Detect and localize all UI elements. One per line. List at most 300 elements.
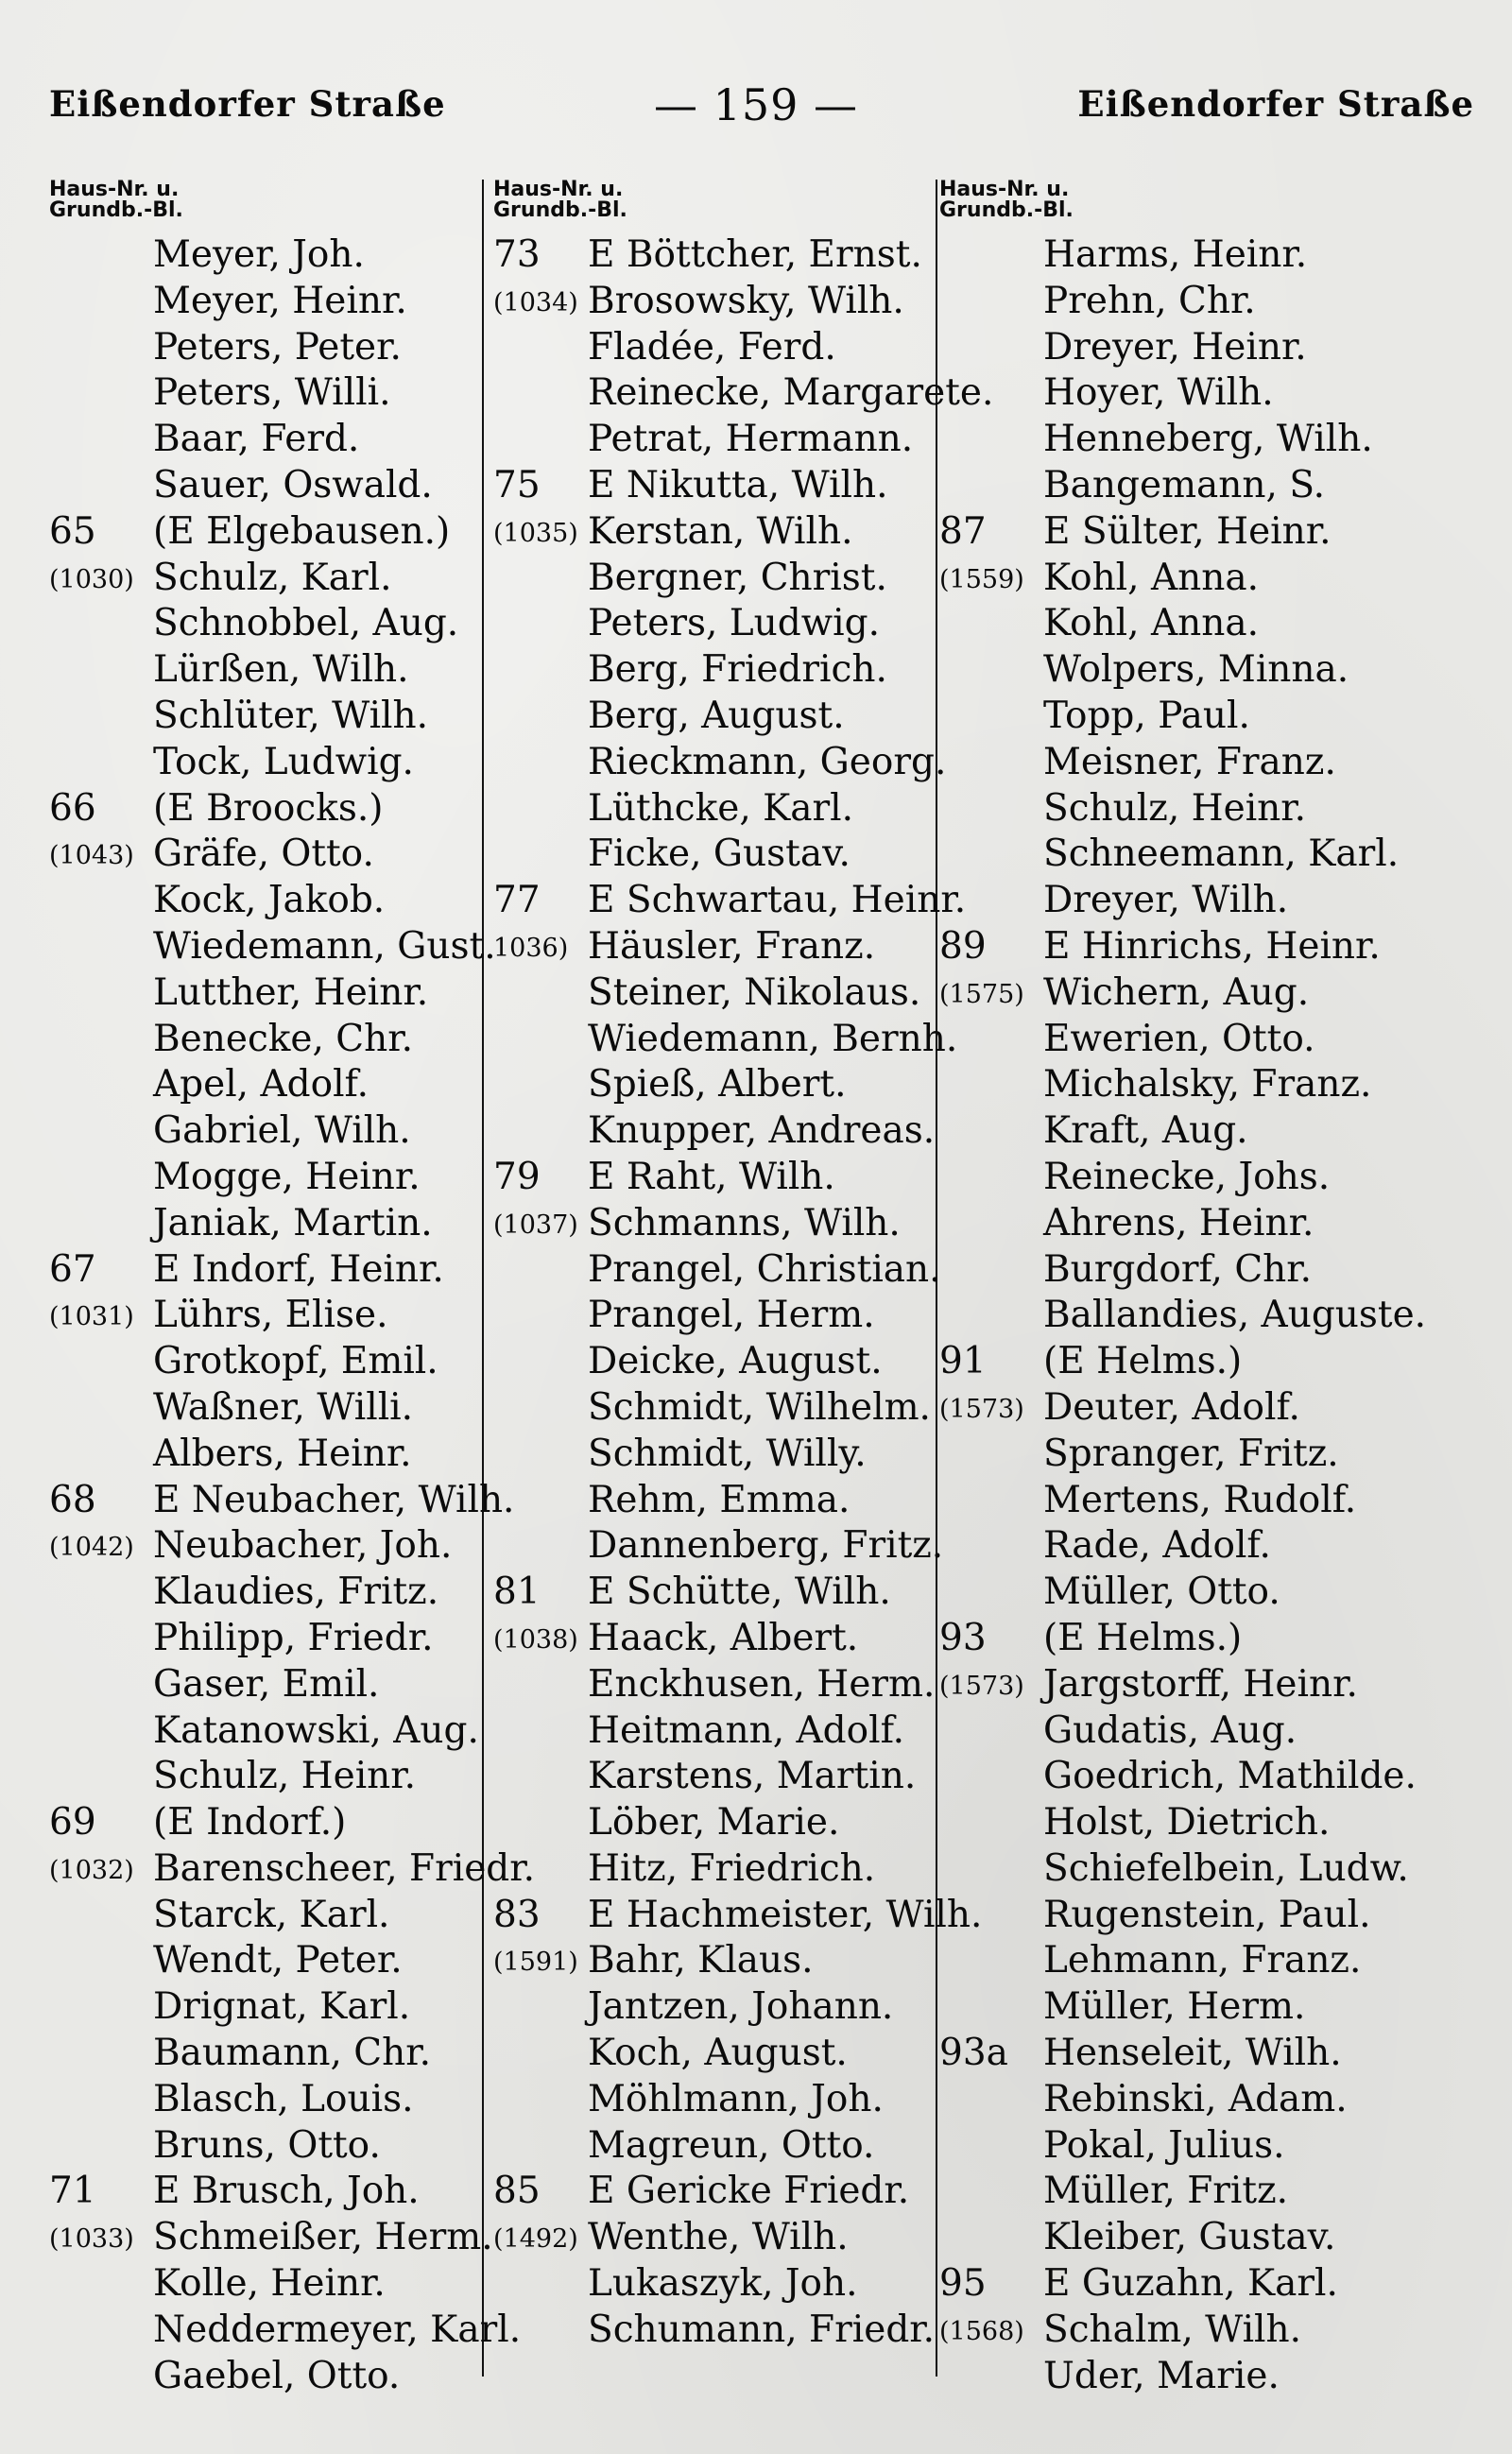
resident-name: Enckhusen, Herm. bbox=[588, 1662, 936, 1706]
resident-name: Schmidt, Willy. bbox=[588, 1432, 867, 1475]
resident-name: Schnobbel, Aug. bbox=[153, 602, 459, 645]
list-item bbox=[939, 2031, 1469, 2077]
resident-name: Spranger, Fritz. bbox=[1043, 1432, 1339, 1475]
resident-name: Rehm, Emma. bbox=[588, 1478, 850, 1521]
list-item bbox=[939, 740, 1469, 786]
resident-name: Deicke, August. bbox=[588, 1340, 883, 1383]
column-heading bbox=[493, 180, 947, 232]
list-item bbox=[493, 1108, 947, 1155]
resident-name: Peters, Peter. bbox=[153, 325, 402, 369]
list-item bbox=[49, 417, 479, 463]
resident-name: Ballandies, Auguste. bbox=[1043, 1294, 1427, 1337]
resident-name: Ewerien, Otto. bbox=[1043, 1017, 1315, 1060]
resident-name: Ahrens, Heinr. bbox=[1043, 1201, 1314, 1244]
resident-name: Schulz, Heinr. bbox=[153, 1755, 417, 1798]
house-number: 81 bbox=[493, 1570, 541, 1614]
list-item bbox=[49, 2261, 479, 2308]
resident-name: Schmidt, Wilhelm. bbox=[588, 1385, 931, 1429]
list-item bbox=[939, 509, 1469, 556]
list-item bbox=[49, 2031, 479, 2077]
resident-name: Peters, Willi. bbox=[153, 371, 391, 415]
house-number: (1038) bbox=[493, 1624, 578, 1655]
column-heading bbox=[939, 180, 1469, 232]
resident-name: Heitmann, Adolf. bbox=[588, 1708, 905, 1752]
list-item bbox=[939, 601, 1469, 647]
resident-name: Ficke, Gustav. bbox=[588, 832, 850, 876]
resident-name: Burgdorf, Chr. bbox=[1043, 1247, 1313, 1291]
house-number: (1033) bbox=[49, 2224, 134, 2255]
list-item bbox=[49, 1108, 479, 1155]
list-item bbox=[49, 2215, 493, 2261]
resident-name: E Schütte, Wilh. bbox=[588, 1570, 891, 1614]
house-number: 87 bbox=[939, 509, 987, 553]
list-item bbox=[939, 1247, 1469, 1294]
list-item bbox=[939, 1339, 1469, 1385]
list-item bbox=[939, 325, 1469, 371]
list-item bbox=[939, 1155, 1469, 1201]
list-item bbox=[939, 370, 1469, 417]
resident-name: E Hinrichs, Heinr. bbox=[1043, 924, 1381, 968]
list-item bbox=[939, 1108, 1469, 1155]
list-item bbox=[939, 2123, 1469, 2170]
resident-name: Philipp, Friedr. bbox=[153, 1616, 434, 1659]
list-item bbox=[493, 1293, 947, 1339]
resident-name: Schumann, Friedr. bbox=[588, 2308, 936, 2351]
list-item bbox=[49, 1201, 479, 1247]
list-item bbox=[493, 370, 994, 417]
list-item bbox=[939, 1754, 1469, 1800]
list-item bbox=[939, 1662, 1469, 1708]
resident-name: Jantzen, Johann. bbox=[588, 1985, 894, 2029]
list-item bbox=[49, 1800, 479, 1846]
resident-name: E Nikutta, Wilh. bbox=[588, 463, 888, 506]
resident-name: Apel, Adolf. bbox=[153, 1063, 369, 1107]
list-item bbox=[49, 1662, 479, 1708]
list-item bbox=[493, 556, 947, 602]
house-number: 68 bbox=[49, 1478, 96, 1521]
resident-name: Drignat, Karl. bbox=[153, 1985, 411, 2029]
resident-name: Spieß, Albert. bbox=[588, 1063, 847, 1107]
list-item bbox=[939, 694, 1469, 740]
resident-name: Henneberg, Wilh. bbox=[1043, 418, 1373, 461]
list-item bbox=[493, 1754, 947, 1800]
resident-name: E Brusch, Joh. bbox=[153, 2170, 420, 2213]
resident-name: (E Helms.) bbox=[1043, 1340, 1243, 1383]
list-item bbox=[493, 2169, 947, 2215]
house-number: 75 bbox=[493, 463, 541, 506]
resident-name: Schiefelbein, Ludw. bbox=[1043, 1846, 1409, 1890]
resident-name: Grotkopf, Emil. bbox=[153, 1340, 438, 1383]
resident-name: Rieckmann, Georg. bbox=[588, 740, 947, 783]
list-item bbox=[49, 2169, 479, 2215]
resident-name: (E Elgebausen.) bbox=[153, 509, 451, 553]
resident-name: Müller, Otto. bbox=[1043, 1570, 1280, 1614]
resident-name: Baumann, Chr. bbox=[153, 2032, 432, 2075]
resident-name: Koch, August. bbox=[588, 2032, 848, 2075]
resident-name: Prehn, Chr. bbox=[1043, 279, 1256, 322]
house-number: (1035) bbox=[493, 518, 578, 548]
list-item bbox=[49, 832, 479, 878]
running-header-right: Eißendorfer Straße bbox=[1077, 83, 1474, 125]
list-item bbox=[49, 1570, 479, 1616]
list-item bbox=[493, 232, 947, 279]
resident-name: Steiner, Nikolaus. bbox=[588, 970, 921, 1014]
list-item bbox=[939, 279, 1469, 325]
list-item bbox=[939, 2261, 1469, 2308]
resident-name: Gudatis, Aug. bbox=[1043, 1708, 1297, 1752]
resident-name: Dreyer, Wilh. bbox=[1043, 879, 1289, 922]
resident-name: Peters, Ludwig. bbox=[588, 602, 880, 645]
resident-name: Gräfe, Otto. bbox=[153, 832, 374, 876]
column-3 bbox=[939, 178, 1469, 2397]
resident-name: Neubacher, Joh. bbox=[153, 1524, 453, 1568]
list-item bbox=[49, 924, 496, 970]
house-number: 66 bbox=[49, 786, 96, 830]
resident-name: Fladée, Ferd. bbox=[588, 325, 836, 369]
list-item bbox=[49, 370, 479, 417]
resident-name: Wiedemann, Bernh. bbox=[588, 1017, 958, 1060]
column-heading-line: Grundb.-Bl. bbox=[49, 198, 183, 222]
resident-name: Lukaszyk, Joh. bbox=[588, 2262, 858, 2306]
list-item bbox=[493, 279, 947, 325]
resident-name: Kohl, Anna. bbox=[1043, 556, 1260, 599]
resident-name: Bruns, Otto. bbox=[153, 2123, 381, 2167]
resident-name: Kraft, Aug. bbox=[1043, 1109, 1248, 1153]
resident-name: (E Broocks.) bbox=[153, 786, 384, 830]
list-item bbox=[49, 279, 479, 325]
house-number: 83 bbox=[493, 1893, 541, 1936]
resident-name: Kolle, Heinr. bbox=[153, 2262, 386, 2306]
list-item bbox=[49, 1984, 479, 2031]
list-item bbox=[49, 647, 479, 694]
list-item bbox=[49, 509, 479, 556]
house-number: 95 bbox=[939, 2262, 987, 2306]
list-item bbox=[939, 1846, 1469, 1893]
list-item bbox=[939, 556, 1469, 602]
list-item bbox=[49, 1293, 479, 1339]
list-item bbox=[493, 2261, 947, 2308]
list-item bbox=[49, 694, 479, 740]
resident-name: Schneemann, Karl. bbox=[1043, 832, 1400, 876]
resident-name: Magreun, Otto. bbox=[588, 2123, 875, 2167]
resident-name: Rebinski, Adam. bbox=[1043, 2077, 1348, 2120]
list-item bbox=[493, 647, 947, 694]
house-number: (1037) bbox=[493, 1210, 578, 1240]
resident-name: Reinecke, Johs. bbox=[1043, 1155, 1331, 1198]
resident-name: Hoyer, Wilh. bbox=[1043, 371, 1274, 415]
resident-name: Sauer, Oswald. bbox=[153, 463, 433, 506]
resident-name: E Sülter, Heinr. bbox=[1043, 509, 1332, 553]
list-item bbox=[493, 1708, 947, 1755]
list-item bbox=[49, 878, 479, 924]
resident-name: Wolpers, Minna. bbox=[1043, 648, 1349, 692]
resident-name: Katanowski, Aug. bbox=[153, 1708, 479, 1752]
list-item bbox=[49, 1155, 479, 1201]
list-item bbox=[939, 2169, 1469, 2215]
resident-name: Lürßen, Wilh. bbox=[153, 648, 409, 692]
list-item bbox=[939, 1984, 1469, 2031]
list-item bbox=[939, 970, 1469, 1017]
resident-name: Berg, Friedrich. bbox=[588, 648, 887, 692]
house-number: (1034) bbox=[493, 287, 578, 317]
house-number: 67 bbox=[49, 1247, 96, 1291]
list-item bbox=[939, 1432, 1469, 1478]
column-divider bbox=[482, 180, 484, 2377]
house-number: (1575) bbox=[939, 979, 1024, 1009]
list-item bbox=[939, 1893, 1469, 1939]
resident-name: Meyer, Joh. bbox=[153, 233, 365, 276]
resident-name: Klaudies, Fritz. bbox=[153, 1570, 439, 1614]
column-heading-line: Haus-Nr. u. bbox=[49, 178, 180, 201]
resident-name: Bangemann, S. bbox=[1043, 463, 1326, 506]
house-number: (1032) bbox=[49, 1855, 134, 1885]
resident-name: Waßner, Willi. bbox=[153, 1385, 414, 1429]
house-number: (1559) bbox=[939, 564, 1024, 594]
resident-name: Wichern, Aug. bbox=[1043, 970, 1310, 1014]
resident-name: Barenscheer, Friedr. bbox=[153, 1846, 536, 1890]
house-number: (1573) bbox=[939, 1671, 1024, 1701]
list-item bbox=[493, 2123, 947, 2170]
resident-name: Knupper, Andreas. bbox=[588, 1109, 936, 1153]
resident-name: Wenthe, Wilh. bbox=[588, 2216, 849, 2259]
list-item bbox=[493, 2031, 947, 2077]
resident-name: Gaebel, Otto. bbox=[153, 2354, 401, 2397]
house-number: (1042) bbox=[49, 1533, 134, 1563]
resident-name: Tock, Ludwig. bbox=[153, 740, 414, 783]
house-number: (1591) bbox=[493, 1948, 578, 1978]
house-number: (1030) bbox=[49, 564, 134, 594]
resident-name: Goedrich, Mathilde. bbox=[1043, 1755, 1417, 1798]
resident-name: Schmanns, Wilh. bbox=[588, 1201, 901, 1244]
house-number: 89 bbox=[939, 924, 987, 968]
list-item bbox=[493, 1893, 983, 1939]
list-item bbox=[49, 556, 479, 602]
house-number: 93a bbox=[939, 2032, 1008, 2075]
resident-name: Dreyer, Heinr. bbox=[1043, 325, 1307, 369]
resident-name: Mogge, Heinr. bbox=[153, 1155, 421, 1198]
list-item bbox=[493, 463, 947, 509]
house-number: (1031) bbox=[49, 1302, 134, 1332]
list-item bbox=[493, 1938, 947, 1984]
entry-list bbox=[939, 232, 1469, 2399]
resident-name: Blasch, Louis. bbox=[153, 2077, 414, 2120]
house-number: 93 bbox=[939, 1616, 987, 1659]
resident-name: E Neubacher, Wilh. bbox=[153, 1478, 515, 1521]
list-item bbox=[493, 1662, 947, 1708]
house-number: 85 bbox=[493, 2170, 541, 2213]
list-item bbox=[49, 970, 479, 1017]
resident-name: Reinecke, Margarete. bbox=[588, 371, 994, 415]
resident-name: Schalm, Wilh. bbox=[1043, 2308, 1302, 2351]
column-heading-line: Haus-Nr. u. bbox=[939, 178, 1070, 201]
list-item bbox=[49, 601, 479, 647]
resident-name: Wendt, Peter. bbox=[153, 1939, 403, 1982]
resident-name: Schulz, Karl. bbox=[153, 556, 392, 599]
house-number: 65 bbox=[49, 509, 96, 553]
resident-name: E Hachmeister, Wilh. bbox=[588, 1893, 983, 1936]
resident-name: Löber, Marie. bbox=[588, 1801, 840, 1845]
resident-name: Häusler, Franz. bbox=[588, 924, 876, 968]
list-item bbox=[493, 694, 947, 740]
list-item bbox=[49, 463, 479, 509]
column-heading-line: Haus-Nr. u. bbox=[493, 178, 624, 201]
resident-name: Meisner, Franz. bbox=[1043, 740, 1336, 783]
list-item bbox=[49, 1893, 479, 1939]
resident-name: Rugenstein, Paul. bbox=[1043, 1893, 1371, 1936]
list-item bbox=[49, 1616, 479, 1662]
resident-name: Wiedemann, Gust. bbox=[153, 924, 496, 968]
list-item bbox=[493, 1339, 947, 1385]
resident-name: Kleiber, Gustav. bbox=[1043, 2216, 1336, 2259]
list-item bbox=[939, 924, 1469, 970]
resident-name: Karstens, Martin. bbox=[588, 1755, 917, 1798]
resident-name: Henseleit, Wilh. bbox=[1043, 2032, 1342, 2075]
list-item bbox=[493, 2308, 947, 2354]
list-item bbox=[939, 1017, 1469, 1063]
list-item bbox=[49, 1432, 479, 1478]
house-number: (1573) bbox=[939, 1394, 1024, 1424]
resident-name: Jargstorff, Heinr. bbox=[1043, 1662, 1358, 1706]
resident-name: Dannenberg, Fritz. bbox=[588, 1524, 944, 1568]
list-item bbox=[49, 1247, 479, 1294]
resident-name: Bahr, Klaus. bbox=[588, 1939, 814, 1982]
list-item bbox=[493, 1478, 947, 1524]
resident-name: (E Helms.) bbox=[1043, 1616, 1243, 1659]
resident-name: Janiak, Martin. bbox=[153, 1201, 433, 1244]
resident-name: Uder, Marie. bbox=[1043, 2354, 1280, 2397]
resident-name: Meyer, Heinr. bbox=[153, 279, 407, 322]
resident-name: Lehmann, Franz. bbox=[1043, 1939, 1362, 1982]
resident-name: Schmeißer, Herm. bbox=[153, 2216, 493, 2259]
list-item bbox=[49, 2354, 479, 2400]
resident-name: Baar, Ferd. bbox=[153, 418, 360, 461]
resident-name: Deuter, Adolf. bbox=[1043, 1385, 1300, 1429]
list-item bbox=[493, 1432, 947, 1478]
list-item bbox=[493, 1984, 947, 2031]
list-item bbox=[939, 832, 1469, 878]
resident-name: Mertens, Rudolf. bbox=[1043, 1478, 1357, 1521]
list-item bbox=[493, 1155, 947, 1201]
list-item bbox=[493, 1523, 947, 1570]
resident-name: Haack, Albert. bbox=[588, 1616, 859, 1659]
list-item bbox=[493, 1201, 947, 1247]
list-item bbox=[49, 1339, 479, 1385]
resident-name: E Raht, Wilh. bbox=[588, 1155, 835, 1198]
list-item bbox=[49, 740, 479, 786]
list-item bbox=[493, 1247, 947, 1294]
list-item bbox=[939, 1616, 1469, 1662]
house-number: (1043) bbox=[49, 841, 134, 871]
list-item bbox=[49, 2123, 479, 2170]
list-item bbox=[49, 1846, 536, 1893]
resident-name: Lutther, Heinr. bbox=[153, 970, 429, 1014]
list-item bbox=[493, 2215, 947, 2261]
resident-name: Kohl, Anna. bbox=[1043, 602, 1260, 645]
list-item bbox=[493, 970, 947, 1017]
list-item bbox=[49, 232, 479, 279]
resident-name: Neddermeyer, Karl. bbox=[153, 2308, 522, 2351]
house-number: 69 bbox=[49, 1801, 96, 1845]
house-number: 71 bbox=[49, 2170, 96, 2213]
house-number: 73 bbox=[493, 233, 541, 276]
list-item bbox=[493, 601, 947, 647]
list-item bbox=[493, 786, 947, 832]
resident-name: Schlüter, Wilh. bbox=[153, 694, 429, 737]
list-item bbox=[493, 1017, 958, 1063]
resident-name: Topp, Paul. bbox=[1043, 694, 1250, 737]
column-heading-line: Grundb.-Bl. bbox=[493, 198, 627, 222]
list-item bbox=[939, 1800, 1469, 1846]
list-item bbox=[939, 463, 1469, 509]
resident-name: Brosowsky, Wilh. bbox=[588, 279, 904, 322]
list-item bbox=[49, 1385, 479, 1432]
resident-name: Rade, Adolf. bbox=[1043, 1524, 1271, 1568]
list-item bbox=[939, 2308, 1469, 2354]
resident-name: E Schwartau, Heinr. bbox=[588, 879, 967, 922]
resident-name: Albers, Heinr. bbox=[153, 1432, 412, 1475]
column-heading-line: Grundb.-Bl. bbox=[939, 198, 1074, 222]
list-item bbox=[49, 786, 479, 832]
list-item bbox=[49, 2308, 522, 2354]
list-item bbox=[939, 417, 1469, 463]
list-item bbox=[939, 647, 1469, 694]
list-item bbox=[939, 1478, 1469, 1524]
resident-name: Petrat, Hermann. bbox=[588, 418, 914, 461]
house-number: (1492) bbox=[493, 2224, 578, 2255]
resident-name: Müller, Herm. bbox=[1043, 1985, 1306, 2029]
list-item bbox=[49, 1478, 515, 1524]
resident-name: Holst, Dietrich. bbox=[1043, 1801, 1331, 1845]
list-item bbox=[49, 1523, 479, 1570]
resident-name: Harms, Heinr. bbox=[1043, 233, 1308, 276]
list-item bbox=[939, 1385, 1469, 1432]
list-item bbox=[493, 924, 947, 970]
list-item bbox=[939, 232, 1469, 279]
resident-name: (E Indorf.) bbox=[153, 1801, 347, 1845]
resident-name: Starck, Karl. bbox=[153, 1893, 390, 1936]
resident-name: Gaser, Emil. bbox=[153, 1662, 380, 1706]
list-item bbox=[493, 1800, 947, 1846]
resident-name: Prangel, Christian. bbox=[588, 1247, 941, 1291]
resident-name: Möhlmann, Joh. bbox=[588, 2077, 884, 2120]
list-item bbox=[939, 1062, 1469, 1108]
list-item bbox=[493, 417, 947, 463]
house-number: (1568) bbox=[939, 2316, 1024, 2346]
list-item bbox=[939, 786, 1469, 832]
resident-name: Berg, August. bbox=[588, 694, 845, 737]
list-item bbox=[49, 1708, 479, 1755]
resident-name: Gabriel, Wilh. bbox=[153, 1109, 411, 1153]
resident-name: Michalsky, Franz. bbox=[1043, 1063, 1372, 1107]
list-item bbox=[493, 1846, 947, 1893]
list-item bbox=[939, 1201, 1469, 1247]
list-item bbox=[49, 2077, 479, 2123]
page-number: — 159 — bbox=[653, 79, 859, 130]
list-item bbox=[939, 2354, 1469, 2400]
list-item bbox=[939, 878, 1469, 924]
list-item bbox=[493, 325, 947, 371]
list-item bbox=[939, 2215, 1469, 2261]
resident-name: Kerstan, Wilh. bbox=[588, 509, 853, 553]
house-number: 1036) bbox=[493, 933, 569, 963]
list-item bbox=[493, 1385, 947, 1432]
list-item bbox=[49, 1062, 479, 1108]
resident-name: E Indorf, Heinr. bbox=[153, 1247, 444, 1291]
list-item bbox=[493, 832, 947, 878]
list-item bbox=[493, 1570, 947, 1616]
resident-name: Schulz, Heinr. bbox=[1043, 786, 1307, 830]
list-item bbox=[493, 2077, 947, 2123]
